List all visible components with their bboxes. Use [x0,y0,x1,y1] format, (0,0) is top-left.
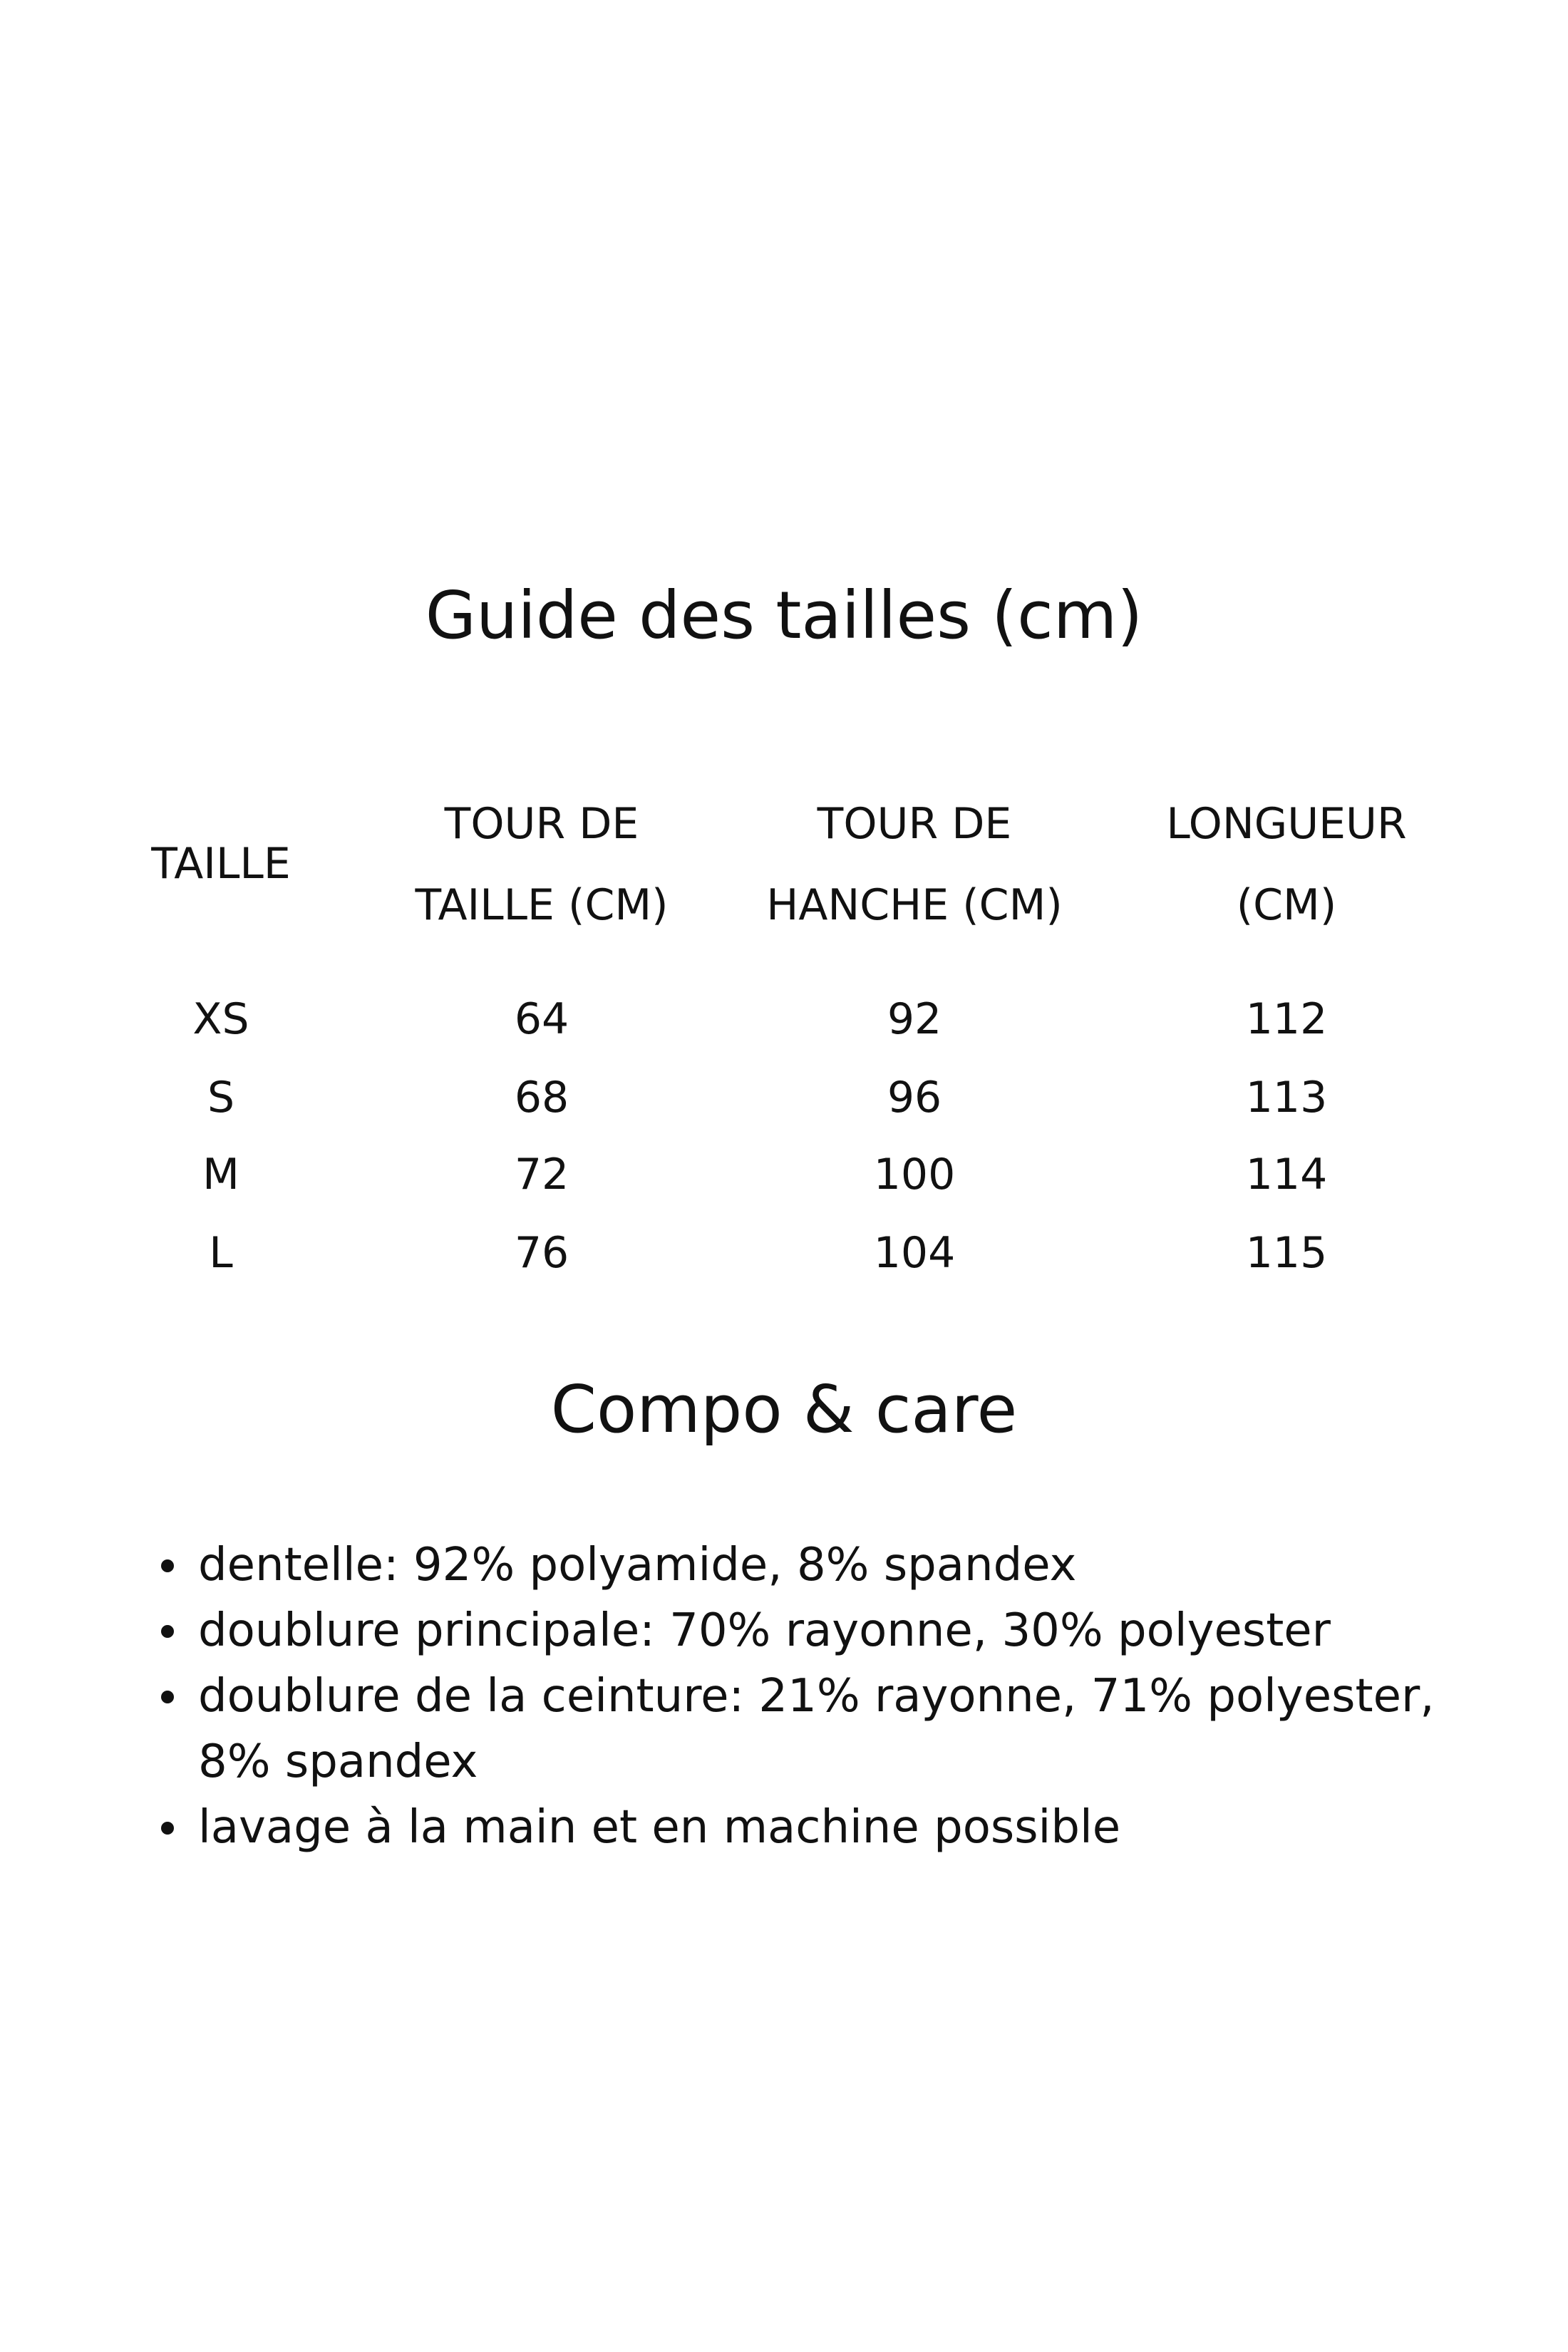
table-cell-size: XS [192,994,249,1044]
list-item [157,1795,1440,1860]
table-cell-size: M [202,1150,239,1200]
care-item-text: dentelle: 92% polyamide, 8% spandex [198,1539,1077,1592]
header-tour-taille-line2: TAILLE (CM) [415,880,669,930]
header-tour-taille-line1: TOUR DE [444,799,639,849]
table-cell-hip: 96 [887,1073,942,1123]
table-cell-length: 115 [1245,1228,1328,1278]
list-item [157,1664,1440,1795]
table-cell-waist: 76 [514,1228,569,1278]
bullet-icon [161,1625,174,1638]
care-item-text: doublure principale: 70% rayonne, 30% polyester [198,1604,1331,1657]
care-item-text: doublure de la ceinture: 21% rayonne, 71% polyester, 8% spandex [198,1670,1435,1788]
care-item-text: lavage à la main et en machine possible [198,1801,1121,1854]
header-tour-hanche-line2: HANCHE (CM) [766,880,1063,930]
list-item [157,1532,1440,1598]
table-cell-hip: 92 [887,994,942,1044]
header-taille: TAILLE [151,839,291,889]
table-cell-length: 112 [1245,994,1328,1044]
list-item [157,1598,1440,1664]
table-cell-length: 113 [1245,1073,1328,1123]
bullet-icon [161,1691,174,1703]
care-title: Compo & care [550,1371,1018,1448]
header-longueur-line1: LONGUEUR [1166,799,1407,849]
bullet-icon [161,1822,174,1835]
bullet-icon [161,1559,174,1572]
table-cell-waist: 64 [514,994,569,1044]
table-cell-length: 114 [1245,1150,1328,1200]
table-cell-hip: 100 [873,1150,956,1200]
care-list [157,1532,1440,1860]
table-cell-size: S [207,1073,235,1123]
table-cell-waist: 68 [514,1073,569,1123]
header-longueur-line2: (CM) [1236,880,1337,930]
table-cell-hip: 104 [873,1228,956,1278]
header-tour-hanche-line1: TOUR DE [817,799,1012,849]
table-cell-size: L [209,1228,233,1278]
table-cell-waist: 72 [514,1150,569,1200]
size-guide-title: Guide des tailles (cm) [425,577,1143,654]
